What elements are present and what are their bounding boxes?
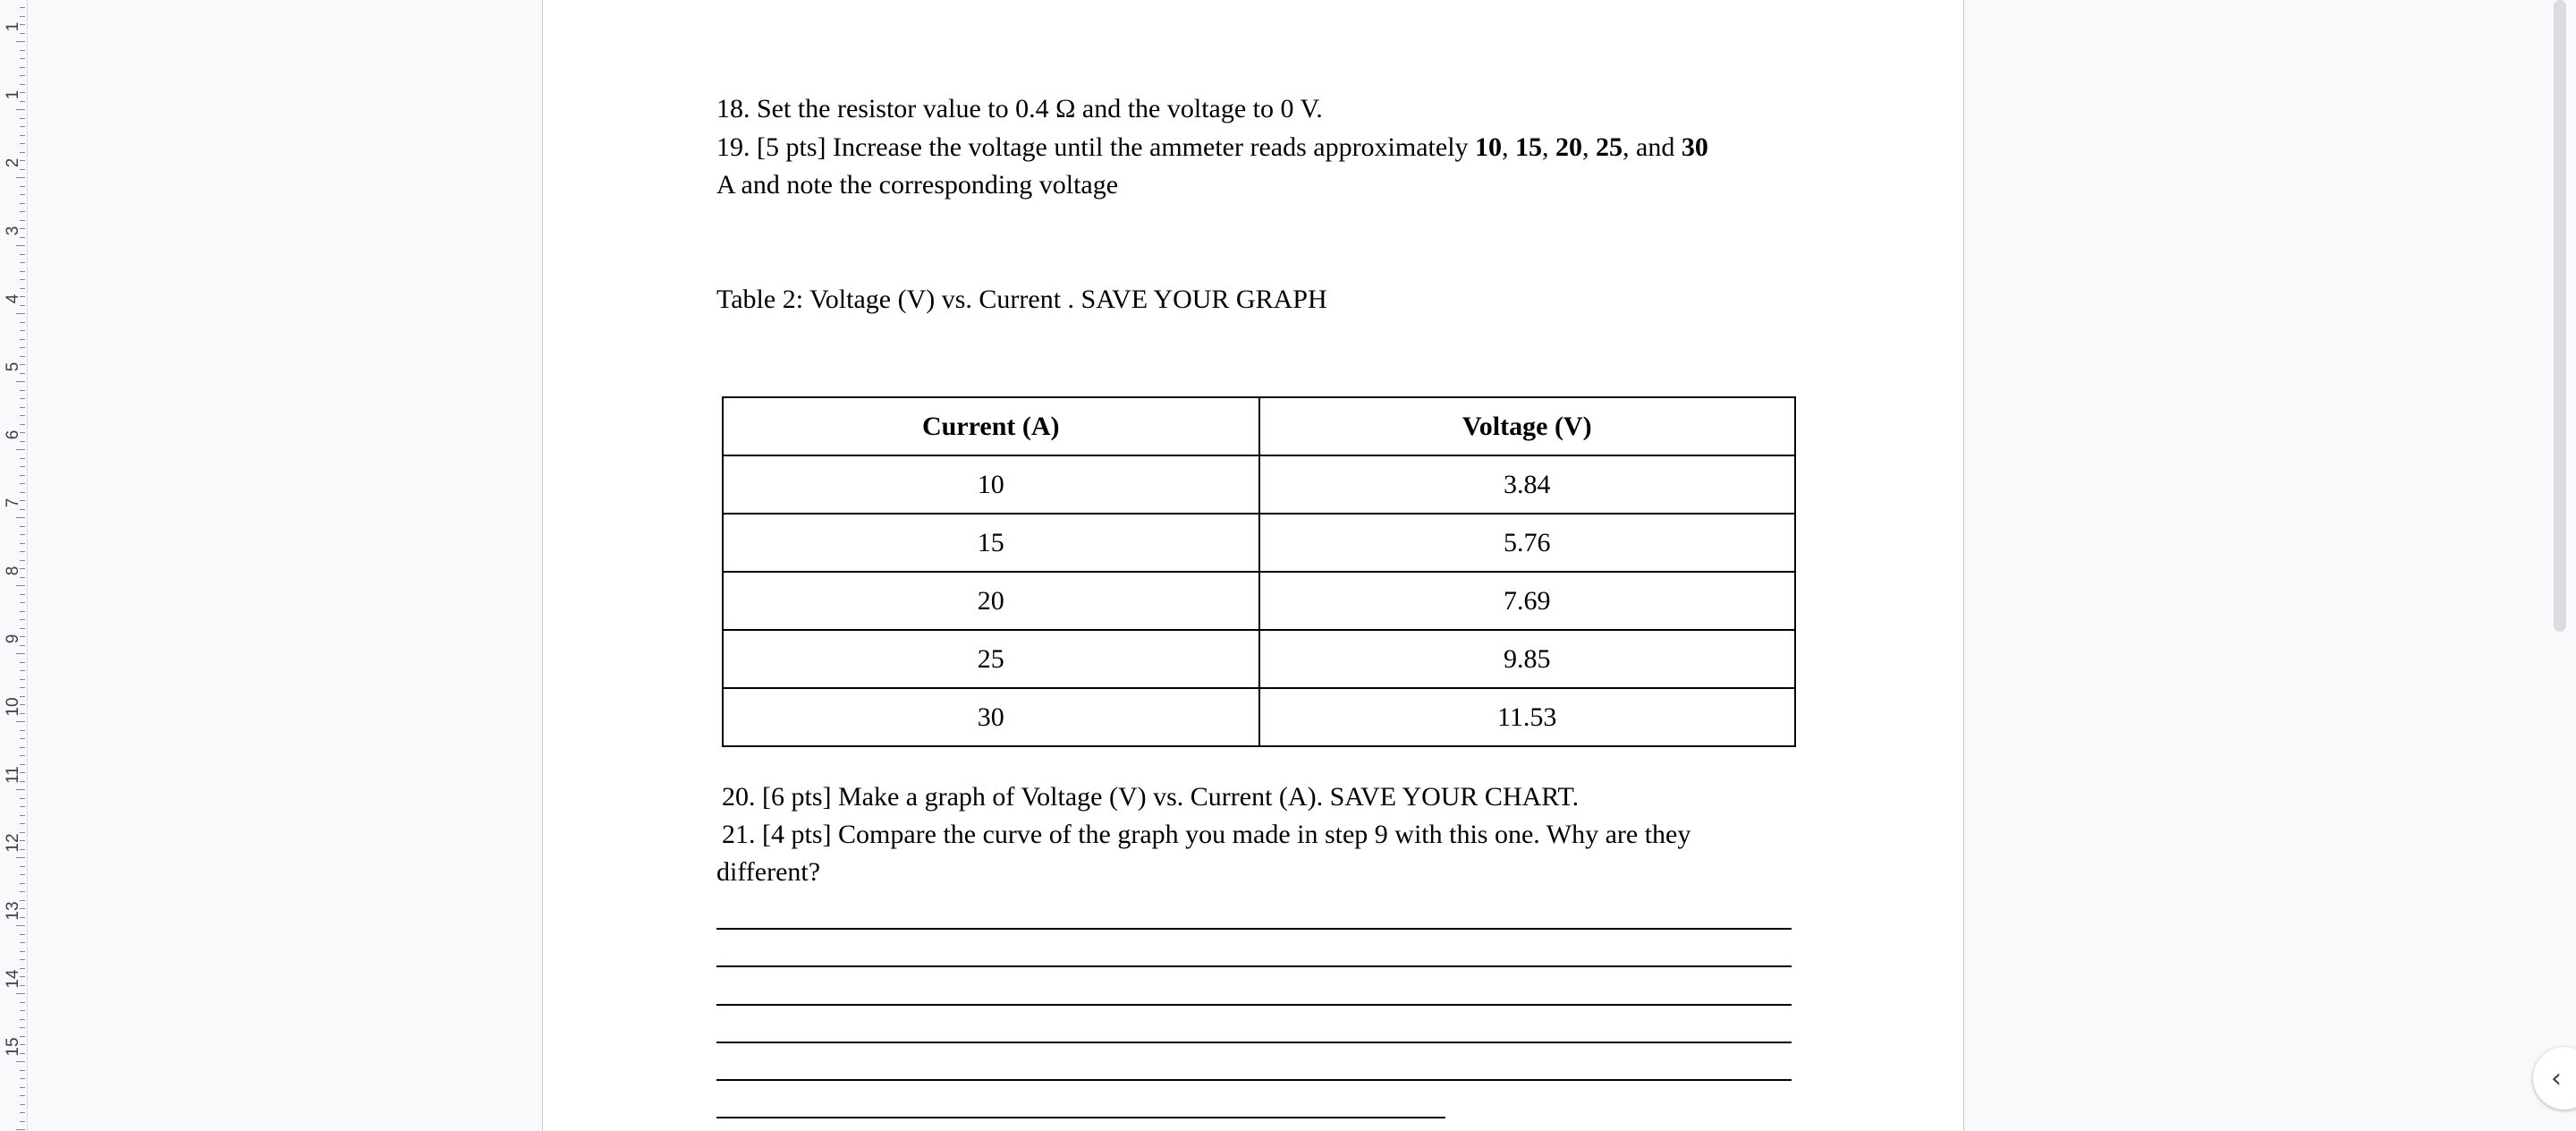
ruler-tick	[20, 143, 25, 144]
cell-current[interactable]: 20	[723, 572, 1259, 630]
answer-line[interactable]	[716, 1117, 1445, 1118]
cell-voltage[interactable]: 9.85	[1259, 630, 1796, 688]
ruler-tick	[20, 619, 25, 620]
ruler-tick	[20, 1019, 25, 1020]
ruler-tick-mid	[16, 449, 25, 450]
step-21-line-1: 21. [4 pts] Compare the curve of the graph you made in step 9 with this one. Why are they	[722, 820, 1691, 849]
ruler-tick	[20, 891, 25, 892]
ruler-tick	[20, 662, 25, 663]
cell-current[interactable]: 10	[723, 455, 1259, 514]
ruler-tick	[20, 934, 25, 935]
ruler-tick	[20, 1087, 25, 1088]
cell-voltage[interactable]: 7.69	[1259, 572, 1796, 630]
ruler-tick	[20, 670, 25, 671]
ruler-tick	[20, 543, 25, 544]
ruler-tick	[20, 135, 25, 136]
ruler-tick	[20, 415, 25, 416]
ruler-tick	[20, 254, 25, 255]
ruler-tick	[20, 526, 25, 527]
answer-line[interactable]	[716, 965, 1792, 967]
ruler-tick-mid	[16, 585, 25, 586]
ruler-tick	[20, 330, 25, 331]
ruler-tick	[20, 203, 25, 204]
ruler-tick	[20, 866, 25, 867]
ruler-tick	[20, 874, 25, 875]
table-caption: Table 2: Voltage (V) vs. Current . SAVE YOUR GRAPH	[716, 285, 1327, 314]
ruler-number: 6	[4, 429, 22, 440]
ruler-number: 15	[4, 1037, 22, 1057]
ruler-tick-mid	[16, 109, 25, 110]
ruler-tick	[20, 1121, 25, 1122]
separator: ,	[1502, 132, 1516, 162]
ruler-tick	[20, 279, 25, 280]
ruler-tick	[20, 211, 25, 212]
ruler-tick	[20, 118, 25, 119]
ruler-number: 1	[4, 89, 22, 100]
ruler-tick	[20, 1002, 25, 1003]
ruler-tick	[20, 347, 25, 348]
ruler-tick	[20, 1070, 25, 1071]
answer-line[interactable]	[716, 1042, 1792, 1043]
side-panel-toggle-button[interactable]	[2533, 1047, 2576, 1110]
ruler-tick	[20, 1027, 25, 1028]
ruler-number: 7	[4, 497, 22, 508]
ruler-tick-mid	[16, 857, 25, 858]
vertical-ruler[interactable]	[0, 0, 28, 1131]
table-row	[723, 572, 1795, 630]
step-21-line-2: different?	[716, 857, 821, 887]
ruler-tick	[20, 738, 25, 739]
ruler-tick	[20, 390, 25, 391]
ruler-tick-mid	[16, 653, 25, 654]
ruler-tick	[20, 1078, 25, 1079]
ruler-tick	[20, 594, 25, 595]
ruler-tick-mid	[16, 1061, 25, 1062]
ruler-tick	[20, 322, 25, 323]
ruler-tick	[20, 798, 25, 799]
ruler-tick	[20, 407, 25, 408]
ruler-tick-mid	[16, 925, 25, 926]
ruler-tick	[20, 271, 25, 272]
ruler-number: 8	[4, 566, 22, 576]
ruler-tick	[20, 730, 25, 731]
answer-line[interactable]	[716, 928, 1792, 930]
ruler-tick-mid	[16, 313, 25, 314]
ruler-number: 2	[4, 157, 22, 168]
ruler-tick	[20, 1095, 25, 1096]
ruler-number: 1	[4, 21, 22, 32]
voltage-current-table[interactable]	[722, 396, 1796, 747]
ruler-tick	[20, 959, 25, 960]
cell-voltage[interactable]: 5.76	[1259, 514, 1796, 572]
ruler-tick	[20, 466, 25, 467]
ruler-tick	[20, 602, 25, 603]
ruler-tick-mid	[16, 789, 25, 790]
ruler-tick	[20, 815, 25, 816]
ruler-tick-mid	[16, 517, 25, 518]
ruler-tick	[20, 339, 25, 340]
step-19-line-1	[716, 132, 1708, 164]
ruler-number: 3	[4, 225, 22, 236]
ruler-number: 12	[4, 833, 22, 853]
ruler-tick	[20, 186, 25, 187]
ruler-tick	[20, 7, 25, 8]
ruler-tick-mid	[16, 177, 25, 178]
answer-line[interactable]	[716, 1004, 1792, 1006]
ruler-tick	[20, 126, 25, 127]
ruler-tick	[20, 687, 25, 688]
ruler-tick	[20, 951, 25, 952]
current-value-30: 30	[1681, 132, 1708, 162]
answer-line[interactable]	[716, 1079, 1792, 1081]
step-20-text: 20. [6 pts] Make a graph of Voltage (V) vs. Current (A). SAVE YOUR CHART.	[722, 782, 1580, 812]
ruler-tick-mid	[16, 1129, 25, 1130]
ruler-tick	[20, 67, 25, 68]
ruler-tick	[20, 942, 25, 943]
ruler-tick-mid	[16, 381, 25, 382]
ruler-tick	[20, 679, 25, 680]
vertical-scrollbar-thumb[interactable]	[2554, 0, 2566, 632]
ruler-tick	[20, 1104, 25, 1105]
header-voltage[interactable]: Voltage (V)	[1259, 397, 1796, 455]
header-current[interactable]: Current (A)	[723, 397, 1259, 455]
current-value-25: 25	[1596, 132, 1623, 162]
ruler-number: 9	[4, 634, 22, 644]
cell-current[interactable]: 30	[723, 688, 1259, 746]
ruler-number: 13	[4, 901, 22, 921]
ruler-tick	[20, 58, 25, 59]
ruler-tick	[20, 398, 25, 399]
ruler-tick	[20, 50, 25, 51]
cell-voltage[interactable]: 11.53	[1259, 688, 1796, 746]
ruler-tick	[20, 1010, 25, 1011]
ruler-tick	[20, 534, 25, 535]
chevron-left-icon: ‹	[2551, 1062, 2562, 1094]
current-value-20: 20	[1555, 132, 1583, 162]
step-18-text: 18. Set the resistor value to 0.4 Ω and the voltage to 0 V.	[716, 94, 1323, 123]
current-value-10: 10	[1475, 132, 1503, 162]
table-row	[723, 514, 1795, 572]
ruler-tick	[20, 747, 25, 748]
ruler-tick	[20, 475, 25, 476]
table-row	[723, 455, 1795, 514]
ruler-tick	[20, 755, 25, 756]
ruler-number: 14	[4, 969, 22, 989]
ruler-number: 4	[4, 293, 22, 304]
ruler-tick-mid	[16, 721, 25, 722]
current-value-15: 15	[1515, 132, 1543, 162]
ruler-tick	[20, 262, 25, 263]
separator: ,	[1542, 132, 1556, 162]
cell-current[interactable]: 25	[723, 630, 1259, 688]
ruler-tick-mid	[16, 41, 25, 42]
ruler-tick-mid	[16, 245, 25, 246]
ruler-tick	[20, 75, 25, 76]
ruler-tick	[20, 611, 25, 612]
ruler-tick	[20, 806, 25, 807]
ruler-tick	[20, 458, 25, 459]
step-19-line-2: A and note the corresponding voltage	[716, 170, 1119, 200]
ruler-tick-mid	[16, 993, 25, 994]
ruler-number: 5	[4, 361, 22, 372]
ruler-tick	[20, 1112, 25, 1113]
step-19-prefix: 19. [5 pts] Increase the voltage until the ammeter reads approximately	[716, 132, 1476, 162]
separator: ,	[1582, 132, 1597, 162]
ruler-tick	[20, 551, 25, 552]
table-row	[723, 688, 1795, 746]
separator: , and	[1623, 132, 1682, 162]
ruler-tick	[20, 194, 25, 195]
table-header-row	[723, 397, 1795, 455]
ruler-tick	[20, 823, 25, 824]
cell-current[interactable]: 15	[723, 514, 1259, 572]
ruler-tick	[20, 883, 25, 884]
ruler-number: 11	[4, 766, 22, 784]
table-row	[723, 630, 1795, 688]
ruler-tick	[20, 483, 25, 484]
cell-voltage[interactable]: 3.84	[1259, 455, 1796, 514]
ruler-number: 10	[4, 697, 22, 717]
